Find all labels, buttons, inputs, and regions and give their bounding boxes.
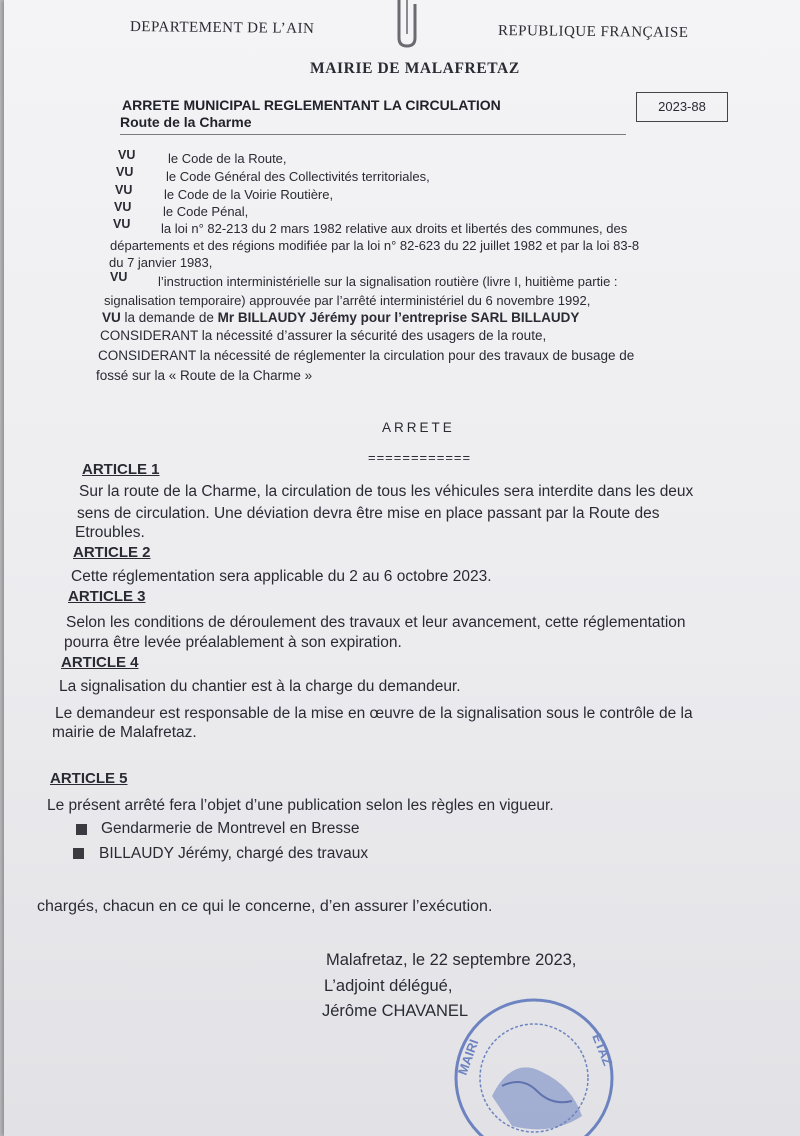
decree-title: ARRETE MUNICIPAL REGLEMENTANT LA CIRCULATION — [122, 97, 501, 113]
article-text: mairie de Malafretaz. — [52, 724, 197, 741]
article-text: pourra être levée préalablement à son expiration. — [64, 634, 402, 651]
title-divider — [120, 134, 626, 135]
article-text: Etroubles. — [75, 524, 145, 541]
article-text: Cette réglementation sera applicable du 2 au 6 octobre 2023. — [71, 568, 492, 585]
article-text: La signalisation du chantier est à la charge du demandeur. — [59, 678, 461, 695]
request-prefix: la demande de — [124, 310, 218, 325]
article-title: ARTICLE 2 — [73, 544, 151, 561]
visa-label: VU — [116, 165, 134, 179]
recipient-item: Gendarmerie de Montrevel en Bresse — [101, 820, 360, 837]
stamp-text-left: MAIRI — [454, 1037, 482, 1078]
visa-text: le Code de la Route, — [168, 151, 287, 166]
visa-text: le Code Pénal, — [163, 204, 249, 219]
square-bullet-icon — [73, 848, 84, 859]
stamp-text-right: ETAZ — [589, 1031, 616, 1068]
article-text: sens de circulation. Une déviation devra être mise en place passant par la Route des — [77, 505, 660, 522]
visa-label: VU — [102, 310, 121, 325]
visa-label: VU — [114, 200, 132, 214]
visa-label: VU — [110, 270, 128, 284]
considerant-line: CONSIDERANT la nécessité d’assurer la sécurité des usagers de la route, — [100, 328, 547, 343]
article-text: Sur la route de la Charme, la circulation de tous les véhicules sera interdite dans les deux — [79, 483, 694, 500]
square-bullet-icon — [76, 824, 87, 835]
signature-name: Jérôme CHAVANEL — [322, 1002, 469, 1020]
arrete-heading: ARRETE — [382, 420, 455, 435]
visa-text-continued: du 7 janvier 1983, — [109, 255, 213, 270]
article-text: Le demandeur est responsable de la mise en œuvre de la signalisation sous le contrôle de la — [55, 705, 693, 722]
execution-clause: chargés, chacun en ce qui le concerne, d’en assurer l’exécution. — [37, 898, 493, 915]
signature-role: L’adjoint délégué, — [324, 977, 453, 995]
article-title: ARTICLE 3 — [68, 588, 146, 605]
article-text: Le présent arrêté fera l’objet d’une publication selon les règles en vigueur. — [47, 797, 554, 814]
considerant-line: CONSIDERANT la nécessité de réglementer la circulation pour des travaux de busage de — [98, 348, 635, 363]
article-text: Selon les conditions de déroulement des travaux et leur avancement, cette réglementation — [66, 614, 686, 631]
republic-header: REPUBLIQUE FRANÇAISE — [497, 23, 689, 41]
article-title: ARTICLE 1 — [82, 461, 160, 478]
arrete-underline: ============ — [368, 450, 472, 465]
decree-reference: 2023-88 — [636, 92, 728, 122]
visa-text-continued: signalisation temporaire) approuvée par l’arrêté interministériel du 6 novembre 1992, — [104, 293, 591, 308]
visa-label: VU — [113, 217, 131, 231]
visa-text-continued: départements et des régions modifiée par la loi n° 82-623 du 22 juillet 1982 et par la loi 83-8 — [110, 238, 640, 253]
signature-place-date: Malafretaz, le 22 septembre 2023, — [326, 951, 577, 969]
mairie-stamp-icon — [442, 986, 622, 1136]
document-page — [4, 0, 800, 1136]
article-title: ARTICLE 5 — [50, 770, 128, 787]
visa-label: VU — [118, 148, 136, 162]
visa-text: la loi n° 82-213 du 2 mars 1982 relative aux droits et libertés des communes, des — [161, 221, 628, 236]
recipient-item: BILLAUDY Jérémy, chargé des travaux — [99, 845, 369, 862]
mairie-title: MAIRIE DE MALAFRETAZ — [310, 60, 520, 77]
article-title: ARTICLE 4 — [61, 654, 139, 671]
visa-text: le Code Général des Collectivités territoriales, — [166, 169, 430, 184]
request-line — [102, 310, 579, 325]
visa-text: l’instruction interministérielle sur la signalisation routière (livre I, huitième partie : — [158, 274, 618, 289]
decree-subtitle: Route de la Charme — [120, 114, 252, 130]
visa-text: le Code de la Voirie Routière, — [164, 187, 334, 202]
request-applicant: Mr BILLAUDY Jérémy pour l’entreprise SARL BILLAUDY — [217, 310, 580, 325]
paper-clip-icon — [395, 0, 425, 48]
visa-label: VU — [115, 183, 133, 197]
considerant-line: fossé sur la « Route de la Charme » — [96, 368, 313, 383]
department-header: DEPARTEMENT DE L’AIN — [129, 19, 315, 37]
